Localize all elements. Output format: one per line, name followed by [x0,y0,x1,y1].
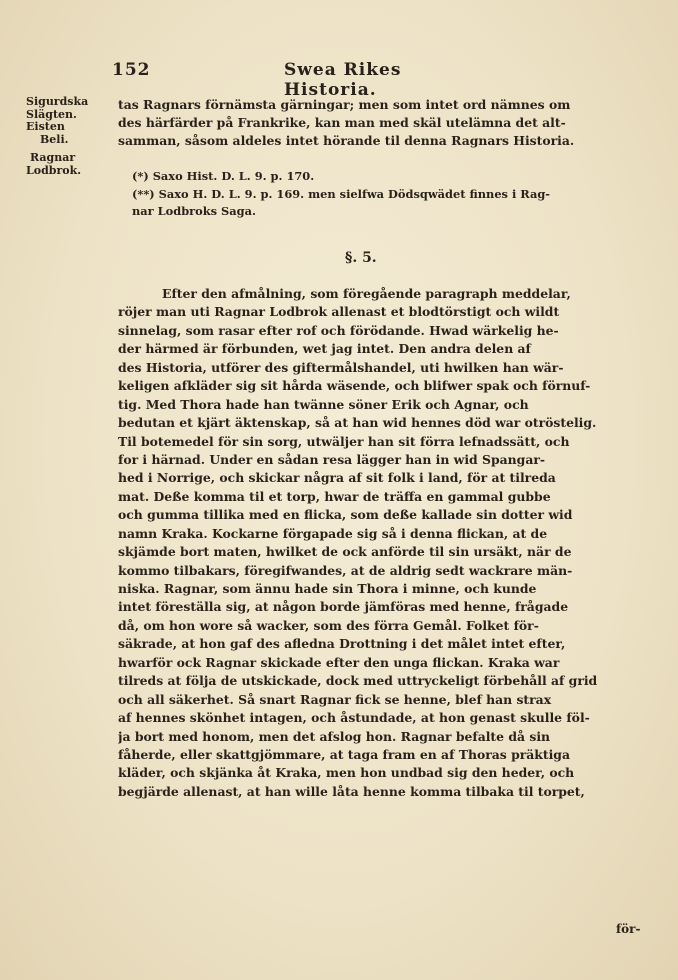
intro-paragraph [118,96,640,150]
running-title: Swea Rikes Historia. [284,60,402,100]
text-line: säkrade, at hon gaf des afledna Drottning i det målet intet efter, [118,636,566,652]
footnote: nar Lodbroks Saga. [132,204,256,218]
catchword: för- [616,922,641,936]
text-line: hed i Norrige, och skickar några af sit folk i land, för at tilreda [118,470,556,486]
text-line: begjärde allenast, at han wille låta henne komma tilbaka til torpet, [118,783,585,799]
margin-note: Eisten [26,120,65,134]
text-line: tig. Med Thora hade han twänne söner Erik och Agnar, och [118,396,529,412]
text-line: samman, såsom aldeles intet hörande til denna Ragnars Historia. [118,133,575,148]
text-line: och all säkerhet. Så snart Ragnar fick se henne, blef han strax [118,691,552,707]
margin-note: Lodbrok. [26,163,82,177]
margin-note: Slägten. [26,107,77,121]
text-line: intet föreställa sig, at någon borde jämföras med henne, frågade [118,599,569,615]
text-line: tilreds at följa de utskickade, dock med uttryckeligt förbehåll af grid [118,673,598,689]
body-paragraph [118,285,640,801]
margin-note: Beli. [40,132,69,146]
text-line: Efter den afmålning, som föregående paragraph meddelar, [162,286,571,301]
text-line: mat. Deße komma til et torp, hwar de träffa en gammal gubbe [118,488,551,504]
text-line: hwarför ock Ragnar skickade efter den unga flickan. Kraka war [118,654,560,670]
text-line: namn Kraka. Kockarne förgapade sig så i denna flickan, at de [118,525,548,541]
text-line: röjer man uti Ragnar Lodbrok allenast et blodtörstigt och wildt [118,304,560,320]
text-line: kommo tilbakars, föregifwandes, at de aldrig sedt wackrare män- [118,562,573,578]
text-line: och gumma tillika med en flicka, som deße kallade sin dotter wid [118,507,573,523]
text-line: des Historia, utförer des giftermålshandel, uti hwilken han wär- [118,359,564,375]
footnote: (*) Saxo Hist. D. L. 9. p. 170. [132,169,315,183]
page-header [112,60,492,100]
footnote: (**) Saxo H. D. L. 9. p. 169. men sielfwa Dödsqwädet finnes i Rag- [132,186,551,201]
text-line: kläder, och skjänka åt Kraka, men hon undbad sig den heder, och [118,765,575,781]
text-line: fåherde, eller skattgjömmare, at taga fram en af Thoras präktiga [118,746,570,762]
text-line: sinnelag, som rasar efter rof och förödande. Hwad wärkelig he- [118,322,559,338]
text-line: tas Ragnars förnämsta gärningar; men som intet ord nämnes om [118,97,571,112]
text-line: niska. Ragnar, som ännu hade sin Thora i minne, och kunde [118,581,537,596]
text-line: då, om hon wore så wacker, som des förra Gemål. Folket för- [118,617,539,633]
text-line: af hennes skönhet intagen, och åstundade, at hon genast skulle föl- [118,710,590,726]
margin-notes [26,96,116,178]
text-line: der härmed är förbunden, wet jag intet. Den andra delen af [118,341,531,357]
text-line: skjämde bort maten, hwilket de ock anförde til sin ursäkt, när de [118,544,572,560]
text-line: ja bort med honom, men det afslog hon. Ragnar befalte då sin [118,728,551,744]
section-heading: §. 5. [345,250,377,266]
footnotes [118,168,640,221]
margin-note: Ragnar [30,151,76,165]
text-line: Til botemedel för sin sorg, utwäljer han sit förra lefnadssätt, och [118,433,570,449]
text-line: keligen afkläder sig sit hårda wäsende, och blifwer spak och förnuf- [118,378,591,394]
text-line: for i härnad. Under en sådan resa lägger han in wid Spangar- [118,451,546,467]
text-line: bedutan et kjärt äktenskap, så at han wid hennes död war otröstelig. [118,415,597,431]
page-number: 152 [112,60,151,80]
text-line: des härfärder på Frankrike, kan man med skäl utelämna det alt- [118,115,566,130]
margin-note: Sigurdska [26,95,89,108]
